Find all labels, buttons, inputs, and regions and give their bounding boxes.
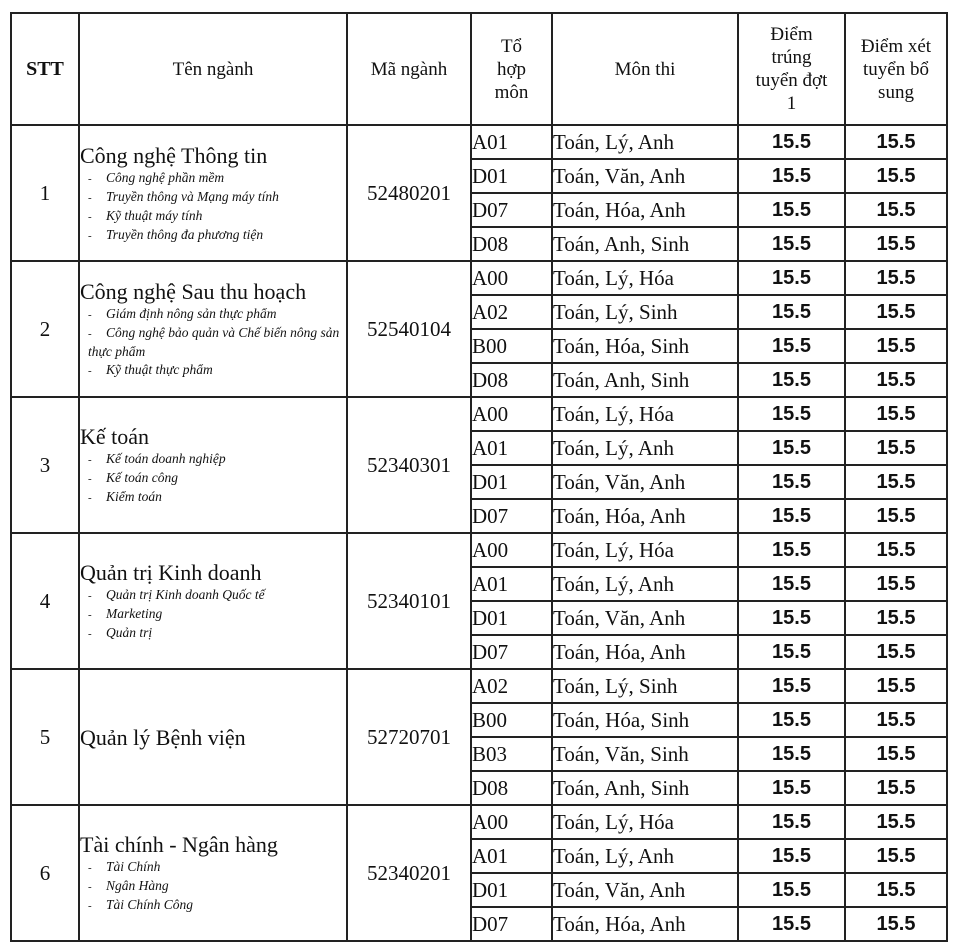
- score-round1: 15.5: [738, 125, 845, 159]
- score-supplementary: 15.5: [845, 227, 947, 261]
- score-supplementary: 15.5: [845, 193, 947, 227]
- major-name-cell: [79, 805, 347, 941]
- score-round1: 15.5: [738, 703, 845, 737]
- exam-subjects: Toán, Anh, Sinh: [552, 227, 738, 261]
- score-round1: 15.5: [738, 295, 845, 329]
- score-supplementary: 15.5: [845, 703, 947, 737]
- bullet-dash: -: [88, 191, 92, 204]
- subject-combo: B00: [471, 329, 552, 363]
- subject-combo: D07: [471, 635, 552, 669]
- score-round1: 15.5: [738, 567, 845, 601]
- score-supplementary: 15.5: [845, 329, 947, 363]
- table-row: [11, 125, 947, 159]
- exam-subjects: Toán, Hóa, Anh: [552, 907, 738, 941]
- exam-subjects: Toán, Hóa, Anh: [552, 499, 738, 533]
- subject-combo: D07: [471, 193, 552, 227]
- specialization-item: [80, 450, 346, 469]
- major-stt: 4: [11, 533, 79, 669]
- bullet-dash: -: [88, 881, 92, 893]
- score-supplementary: 15.5: [845, 737, 947, 771]
- score-supplementary: 15.5: [845, 465, 947, 499]
- header-major-name: Tên ngành: [79, 13, 347, 125]
- specialization-item: [80, 488, 346, 507]
- subject-combo: A01: [471, 431, 552, 465]
- major-code: 52340301: [347, 397, 471, 533]
- exam-subjects: Toán, Lý, Hóa: [552, 397, 738, 431]
- table-row: [11, 397, 947, 431]
- specialization-label: Quản trị: [106, 625, 153, 640]
- score-round1: 15.5: [738, 431, 845, 465]
- score-round1: 15.5: [738, 839, 845, 873]
- specialization-item: [80, 226, 346, 245]
- score-round1: 15.5: [738, 499, 845, 533]
- score-round1: 15.5: [738, 771, 845, 805]
- subject-combo: D08: [471, 771, 552, 805]
- subject-combo: A00: [471, 397, 552, 431]
- table-row: [11, 261, 947, 295]
- header-stt: STT: [11, 13, 79, 125]
- exam-subjects: Toán, Lý, Hóa: [552, 261, 738, 295]
- score-supplementary: 15.5: [845, 431, 947, 465]
- major-code: 52540104: [347, 261, 471, 397]
- score-supplementary: 15.5: [845, 601, 947, 635]
- score-round1: 15.5: [738, 737, 845, 771]
- exam-subjects: Toán, Anh, Sinh: [552, 363, 738, 397]
- major-name-cell: [79, 533, 347, 669]
- exam-subjects: Toán, Lý, Anh: [552, 839, 738, 873]
- subject-combo: A02: [471, 669, 552, 703]
- score-supplementary: 15.5: [845, 533, 947, 567]
- specialization-label: Kỹ thuật máy tính: [106, 207, 203, 223]
- specialization-item: [80, 188, 346, 207]
- score-supplementary: 15.5: [845, 669, 947, 703]
- score-round1: 15.5: [738, 227, 845, 261]
- specialization-label: Tài Chính: [106, 859, 161, 874]
- exam-subjects: Toán, Lý, Anh: [552, 567, 738, 601]
- score-supplementary: 15.5: [845, 805, 947, 839]
- specialization-list: [80, 858, 346, 915]
- specialization-list: [80, 305, 346, 380]
- subject-combo: D07: [471, 499, 552, 533]
- specialization-label: Quản trị Kinh doanh Quốc tế: [106, 587, 265, 602]
- specialization-item: [80, 858, 346, 877]
- subject-combo: B03: [471, 737, 552, 771]
- subject-combo: A00: [471, 261, 552, 295]
- specialization-item: [80, 207, 346, 226]
- bullet-dash: -: [88, 365, 92, 377]
- specialization-item: [80, 896, 346, 915]
- subject-combo: D01: [471, 159, 552, 193]
- score-supplementary: 15.5: [845, 159, 947, 193]
- major-name-cell: [79, 261, 347, 397]
- exam-subjects: Toán, Anh, Sinh: [552, 771, 738, 805]
- major-name-cell: [79, 669, 347, 805]
- score-round1: 15.5: [738, 635, 845, 669]
- specialization-item: [80, 469, 346, 488]
- header-score-round1: Điểm trúng tuyển đợt 1: [738, 13, 845, 125]
- specialization-label: Ngân Hàng: [106, 878, 169, 893]
- subject-combo: A02: [471, 295, 552, 329]
- score-round1: 15.5: [738, 193, 845, 227]
- table-row: [11, 805, 947, 839]
- major-name: Công nghệ Thông tin: [80, 142, 268, 168]
- header-row: [11, 13, 947, 125]
- score-supplementary: 15.5: [845, 499, 947, 533]
- header-score-supplementary: Điểm xét tuyển bổ sung: [845, 13, 947, 125]
- major-code: 52480201: [347, 125, 471, 261]
- major-stt: 3: [11, 397, 79, 533]
- score-round1: 15.5: [738, 907, 845, 941]
- header-exam-subjects: Môn thi: [552, 13, 738, 125]
- exam-subjects: Toán, Hóa, Sinh: [552, 703, 738, 737]
- specialization-item: [80, 324, 346, 361]
- exam-subjects: Toán, Lý, Anh: [552, 431, 738, 465]
- specialization-label: Công nghệ bảo quản và Chế biến nông sản thực phẩm: [88, 325, 340, 359]
- specialization-item: [80, 624, 346, 643]
- major-name: Quản trị Kinh doanh: [80, 560, 262, 585]
- bullet-dash: -: [88, 862, 92, 874]
- specialization-list: [80, 450, 346, 507]
- bullet-dash: -: [88, 492, 92, 504]
- subject-combo: A01: [471, 839, 552, 873]
- score-supplementary: 15.5: [845, 295, 947, 329]
- major-stt: 5: [11, 669, 79, 805]
- bullet-dash: -: [88, 309, 92, 321]
- bullet-dash: -: [88, 609, 92, 621]
- bullet-dash: -: [88, 900, 92, 912]
- table-row: [11, 669, 947, 703]
- major-name-cell: [79, 125, 347, 261]
- bullet-dash: -: [88, 328, 92, 340]
- score-supplementary: 15.5: [845, 635, 947, 669]
- exam-subjects: Toán, Lý, Sinh: [552, 295, 738, 329]
- specialization-label: Tài Chính Công: [106, 897, 194, 912]
- major-stt: 6: [11, 805, 79, 941]
- bullet-dash: -: [88, 590, 92, 602]
- subject-combo: D08: [471, 363, 552, 397]
- major-name-cell: [79, 397, 347, 533]
- score-round1: 15.5: [738, 465, 845, 499]
- specialization-item: [80, 877, 346, 896]
- score-supplementary: 15.5: [845, 567, 947, 601]
- major-name: Quản lý Bệnh viện: [80, 724, 246, 750]
- subject-combo: B00: [471, 703, 552, 737]
- specialization-label: Truyền thông và Mạng máy tính: [106, 188, 279, 204]
- exam-subjects: Toán, Lý, Hóa: [552, 805, 738, 839]
- header-subject-combo: Tổ hợp môn: [471, 13, 552, 125]
- bullet-dash: -: [88, 454, 92, 466]
- exam-subjects: Toán, Văn, Anh: [552, 873, 738, 907]
- major-code: 52340101: [347, 533, 471, 669]
- bullet-dash: -: [88, 473, 92, 485]
- subject-combo: D07: [471, 907, 552, 941]
- exam-subjects: Toán, Hóa, Anh: [552, 635, 738, 669]
- score-round1: 15.5: [738, 397, 845, 431]
- score-round1: 15.5: [738, 805, 845, 839]
- exam-subjects: Toán, Lý, Anh: [552, 125, 738, 159]
- specialization-label: Giám định nông sản thực phẩm: [106, 306, 277, 321]
- specialization-item: [80, 605, 346, 624]
- score-supplementary: 15.5: [845, 907, 947, 941]
- subject-combo: A00: [471, 805, 552, 839]
- score-round1: 15.5: [738, 159, 845, 193]
- score-supplementary: 15.5: [845, 363, 947, 397]
- score-round1: 15.5: [738, 261, 845, 295]
- bullet-dash: -: [88, 210, 92, 223]
- score-supplementary: 15.5: [845, 397, 947, 431]
- major-stt: 1: [11, 125, 79, 261]
- specialization-label: Kế toán doanh nghiệp: [106, 451, 226, 466]
- score-round1: 15.5: [738, 363, 845, 397]
- table-body: [11, 125, 947, 941]
- major-stt: 2: [11, 261, 79, 397]
- subject-combo: A01: [471, 567, 552, 601]
- specialization-label: Marketing: [106, 606, 163, 621]
- exam-subjects: Toán, Văn, Anh: [552, 601, 738, 635]
- specialization-item: [80, 361, 346, 380]
- major-name: Kế toán: [80, 424, 150, 449]
- score-supplementary: 15.5: [845, 125, 947, 159]
- specialization-list: [80, 586, 346, 643]
- exam-subjects: Toán, Văn, Anh: [552, 159, 738, 193]
- score-round1: 15.5: [738, 669, 845, 703]
- table-row: [11, 533, 947, 567]
- specialization-label: Truyền thông đa phương tiện: [106, 226, 264, 242]
- score-round1: 15.5: [738, 873, 845, 907]
- score-supplementary: 15.5: [845, 839, 947, 873]
- specialization-item: [80, 305, 346, 324]
- major-name: Tài chính - Ngân hàng: [80, 832, 278, 857]
- score-round1: 15.5: [738, 601, 845, 635]
- score-round1: 15.5: [738, 329, 845, 363]
- header-major-code: Mã ngành: [347, 13, 471, 125]
- bullet-dash: -: [88, 229, 92, 242]
- major-code: 52340201: [347, 805, 471, 941]
- subject-combo: D01: [471, 465, 552, 499]
- specialization-label: Kiểm toán: [106, 489, 162, 504]
- subject-combo: D08: [471, 227, 552, 261]
- score-supplementary: 15.5: [845, 771, 947, 805]
- specialization-label: Kế toán công: [106, 470, 178, 485]
- exam-subjects: Toán, Hóa, Anh: [552, 193, 738, 227]
- specialization-item: [80, 169, 346, 188]
- bullet-dash: -: [88, 628, 92, 640]
- major-code: 52720701: [347, 669, 471, 805]
- score-supplementary: 15.5: [845, 873, 947, 907]
- subject-combo: D01: [471, 873, 552, 907]
- admission-scores-table: [10, 12, 948, 942]
- exam-subjects: Toán, Lý, Hóa: [552, 533, 738, 567]
- specialization-item: [80, 586, 346, 605]
- subject-combo: D01: [471, 601, 552, 635]
- score-round1: 15.5: [738, 533, 845, 567]
- exam-subjects: Toán, Lý, Sinh: [552, 669, 738, 703]
- major-name: Công nghệ Sau thu hoạch: [80, 279, 307, 304]
- bullet-dash: -: [88, 172, 92, 185]
- exam-subjects: Toán, Văn, Sinh: [552, 737, 738, 771]
- specialization-label: Kỹ thuật thực phẩm: [106, 362, 213, 377]
- score-supplementary: 15.5: [845, 261, 947, 295]
- specialization-label: Công nghệ phần mềm: [106, 169, 225, 185]
- specialization-list: [80, 169, 346, 245]
- exam-subjects: Toán, Văn, Anh: [552, 465, 738, 499]
- exam-subjects: Toán, Hóa, Sinh: [552, 329, 738, 363]
- subject-combo: A00: [471, 533, 552, 567]
- subject-combo: A01: [471, 125, 552, 159]
